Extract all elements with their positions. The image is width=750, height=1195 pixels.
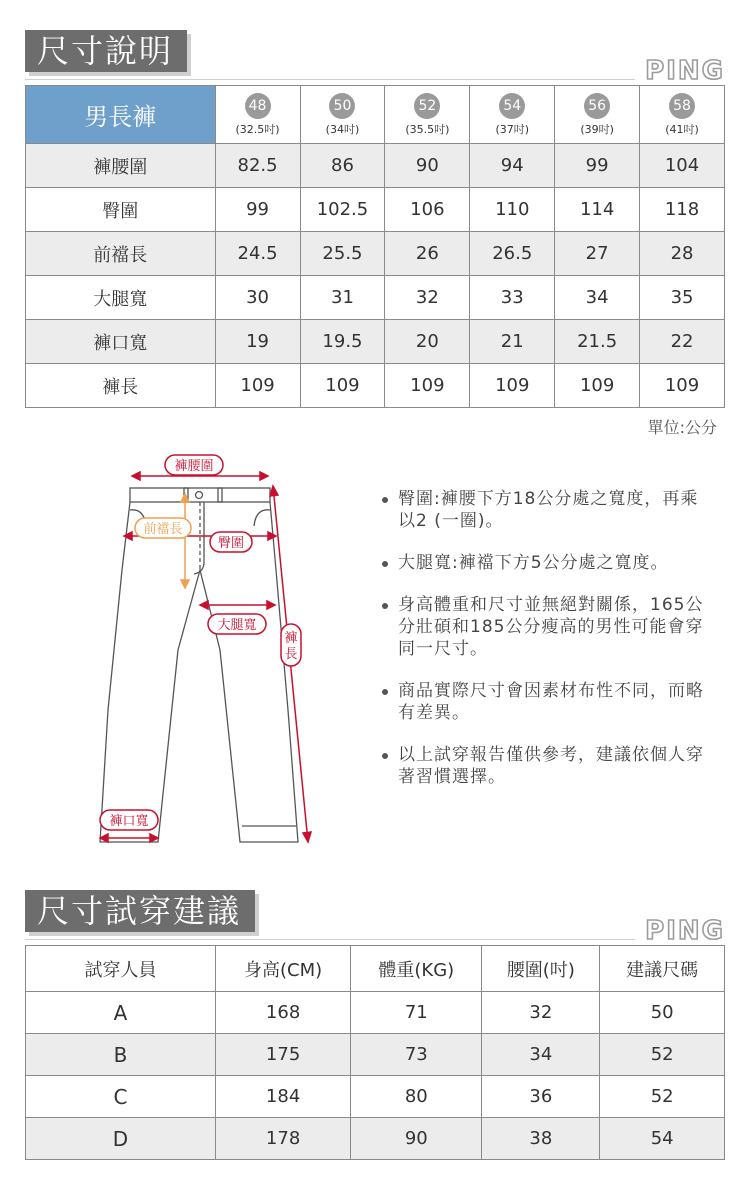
size-inch: (34吋) xyxy=(325,122,360,136)
table-cell: 109 xyxy=(300,364,385,408)
table-cell: 175 xyxy=(216,1034,351,1076)
table-cell: 99 xyxy=(215,188,300,232)
divider-line xyxy=(25,939,635,940)
table-cell: 109 xyxy=(385,364,470,408)
size-badge: 54 xyxy=(499,93,525,119)
table-cell: 102.5 xyxy=(300,188,385,232)
fit-header-row xyxy=(26,946,725,992)
table-cell: 30 xyxy=(215,276,300,320)
row-label: 前襠長 xyxy=(26,232,216,276)
product-name: 男長褲 xyxy=(26,86,216,144)
table-cell: 109 xyxy=(215,364,300,408)
divider-line xyxy=(25,79,635,80)
table-cell: 50 xyxy=(600,992,725,1034)
size-inch: (39吋) xyxy=(580,122,614,136)
table-cell: 109 xyxy=(640,364,725,408)
table-cell: 94 xyxy=(470,144,555,188)
table-cell: 80 xyxy=(351,1076,482,1118)
length-label-top: 褲 xyxy=(284,631,298,646)
fit-header xyxy=(25,890,725,946)
column-header: 身高(CM) xyxy=(216,946,351,992)
table-cell: 31 xyxy=(300,276,385,320)
size-col-header xyxy=(470,86,555,144)
table-cell: 26 xyxy=(385,232,470,276)
pants-outline xyxy=(100,488,298,842)
size-inch: (32.5吋) xyxy=(235,122,280,136)
hem-label: 褲口寬 xyxy=(109,814,149,829)
table-cell: 109 xyxy=(555,364,640,408)
table-cell: 27 xyxy=(555,232,640,276)
size-inch: (35.5吋) xyxy=(405,122,450,136)
table-row xyxy=(26,1076,725,1118)
table-row xyxy=(26,364,725,408)
note-item: 臀圍:褲腰下方18公分處之寬度，再乘以2 (一圈)。 xyxy=(380,488,710,532)
row-label: 褲長 xyxy=(26,364,216,408)
table-cell: 54 xyxy=(600,1118,725,1160)
table-cell: D xyxy=(26,1118,216,1160)
note-item: 大腿寬:褲襠下方5公分處之寬度。 xyxy=(380,552,710,574)
column-header: 體重(KG) xyxy=(351,946,482,992)
fit-table xyxy=(25,945,725,1160)
size-col-header xyxy=(640,86,725,144)
note-item: 身高體重和尺寸並無絕對關係，165公分壯碩和185公分瘦高的男性可能會穿同一尺寸。 xyxy=(380,594,710,660)
note-item: 商品實際尺寸會因素材布性不同，而略有差異。 xyxy=(380,680,710,724)
table-cell: 22 xyxy=(640,320,725,364)
size-inch: (37吋) xyxy=(495,122,530,136)
front-rise-label: 前襠長 xyxy=(143,522,183,537)
table-cell: 20 xyxy=(385,320,470,364)
row-label: 褲腰圍 xyxy=(26,144,216,188)
table-cell: 178 xyxy=(216,1118,351,1160)
table-cell: 86 xyxy=(300,144,385,188)
front-rise-arrow xyxy=(181,494,189,588)
table-cell: 168 xyxy=(216,992,351,1034)
size-badge: 52 xyxy=(414,93,440,119)
table-cell: 52 xyxy=(600,1076,725,1118)
size-header-row xyxy=(26,86,725,144)
brand-logo: PING xyxy=(645,916,725,946)
table-row xyxy=(26,320,725,364)
table-cell: 106 xyxy=(385,188,470,232)
size-table xyxy=(25,85,725,408)
table-cell: 35 xyxy=(640,276,725,320)
table-row xyxy=(26,188,725,232)
size-col-header xyxy=(385,86,470,144)
table-cell: 32 xyxy=(482,992,600,1034)
table-cell: C xyxy=(26,1076,216,1118)
table-cell: 71 xyxy=(351,992,482,1034)
note-item: 以上試穿報告僅供參考，建議依個人穿著習慣選擇。 xyxy=(380,744,710,788)
table-row xyxy=(26,992,725,1034)
section-title: 尺寸說明 xyxy=(25,30,187,72)
table-cell: 52 xyxy=(600,1034,725,1076)
table-row xyxy=(26,144,725,188)
size-chart-header xyxy=(25,30,725,86)
table-cell: 38 xyxy=(482,1118,600,1160)
row-label: 臀圍 xyxy=(26,188,216,232)
row-label: 大腿寬 xyxy=(26,276,216,320)
table-cell: 21 xyxy=(470,320,555,364)
row-label: 褲口寬 xyxy=(26,320,216,364)
brand-logo: PING xyxy=(645,56,725,86)
waist-label: 褲腰圍 xyxy=(174,459,214,474)
table-row xyxy=(26,1034,725,1076)
table-row xyxy=(26,232,725,276)
size-col-header xyxy=(300,86,385,144)
column-header: 建議尺碼 xyxy=(600,946,725,992)
table-cell: 26.5 xyxy=(470,232,555,276)
notes-list xyxy=(380,488,710,808)
table-cell: 24.5 xyxy=(215,232,300,276)
table-cell: 32 xyxy=(385,276,470,320)
table-cell: 110 xyxy=(470,188,555,232)
table-cell: 21.5 xyxy=(555,320,640,364)
table-cell: 184 xyxy=(216,1076,351,1118)
table-cell: 118 xyxy=(640,188,725,232)
table-row xyxy=(26,1118,725,1160)
measure-arrows xyxy=(100,472,311,842)
size-badge: 56 xyxy=(584,93,610,119)
table-cell: A xyxy=(26,992,216,1034)
table-cell: 25.5 xyxy=(300,232,385,276)
size-inch: (41吋) xyxy=(665,122,699,136)
column-header: 試穿人員 xyxy=(26,946,216,992)
table-cell: 33 xyxy=(470,276,555,320)
table-cell: 109 xyxy=(470,364,555,408)
column-header: 腰圍(吋) xyxy=(482,946,600,992)
length-label-bottom: 長 xyxy=(284,647,298,662)
table-cell: 19.5 xyxy=(300,320,385,364)
table-cell: 82.5 xyxy=(215,144,300,188)
table-cell: 104 xyxy=(640,144,725,188)
table-row xyxy=(26,276,725,320)
table-cell: 90 xyxy=(351,1118,482,1160)
size-badge: 48 xyxy=(245,93,271,119)
table-cell: 34 xyxy=(482,1034,600,1076)
size-col-header xyxy=(215,86,300,144)
thigh-label: 大腿寬 xyxy=(217,618,257,633)
table-cell: 90 xyxy=(385,144,470,188)
size-badge: 50 xyxy=(329,93,355,119)
table-cell: 19 xyxy=(215,320,300,364)
pants-diagram xyxy=(80,450,330,860)
table-cell: 99 xyxy=(555,144,640,188)
table-cell: 114 xyxy=(555,188,640,232)
hip-label: 臀圍 xyxy=(217,536,245,551)
table-cell: 36 xyxy=(482,1076,600,1118)
table-cell: B xyxy=(26,1034,216,1076)
size-badge: 58 xyxy=(669,93,695,119)
section-title: 尺寸試穿建議 xyxy=(25,890,255,932)
table-cell: 73 xyxy=(351,1034,482,1076)
unit-label: 單位:公分 xyxy=(647,418,717,437)
table-cell: 34 xyxy=(555,276,640,320)
size-col-header xyxy=(555,86,640,144)
table-cell: 28 xyxy=(640,232,725,276)
